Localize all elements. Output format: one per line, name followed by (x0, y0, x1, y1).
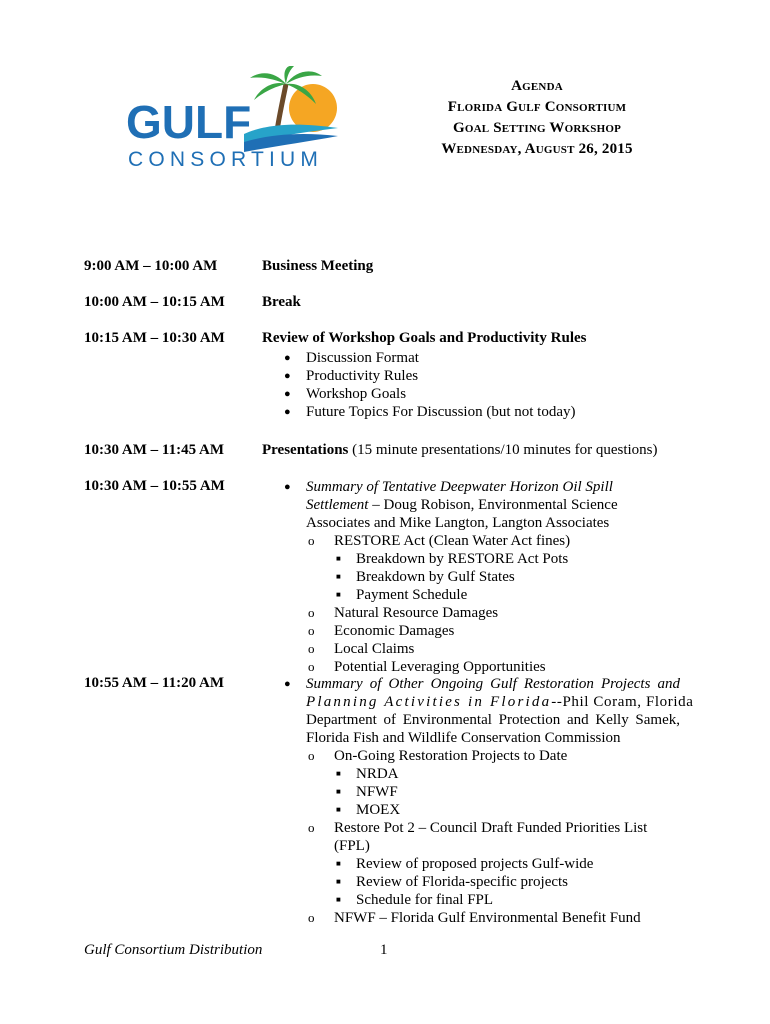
bullet-icon: ● (284, 678, 291, 690)
bullet-icon: ● (284, 388, 291, 400)
circle-bullet-icon: o (308, 910, 315, 925)
session-5-block: ● Summary of Tentative Deepwater Horizon Oil Spill Settlement – Doug Robison, Environmental Science Associates and Mike Langton, Langton Associates o RESTORE Act (Clean Water Act fines) ■ Breakdown by RESTORE Act Pots ■ Breakdown by Gulf States ■ Payment Schedule o Natural Resource Damages o Economic Damages o Local Claims o Potential Leveraging Opportunities (284, 478, 684, 676)
bullet-icon: ● (284, 481, 291, 493)
gulf-consortium-logo (126, 66, 338, 170)
session-items (284, 349, 704, 421)
circle-bullet-icon: o (308, 748, 315, 763)
session-note: (15 minute presentations/10 minutes for questions) (348, 442, 658, 458)
session-time: 10:55 AM – 11:20 AM (84, 675, 224, 691)
circle-bullet-icon: o (308, 533, 315, 548)
bullet-icon: ● (284, 352, 291, 364)
circle-bullet-icon: o (308, 623, 315, 638)
list-item: ● Future Topics For Discussion (but not today) (284, 404, 576, 420)
list-item: o Economic Damages (308, 623, 455, 639)
list-item: ● Productivity Rules (284, 368, 419, 384)
list-item: o RESTORE Act (Clean Water Act fines) (308, 533, 571, 549)
square-bullet-icon: ■ (336, 805, 341, 814)
list-item: ■ Review of proposed projects Gulf-wide (336, 856, 594, 872)
list-item: ■ NFWF (336, 784, 398, 800)
square-bullet-icon: ■ (336, 787, 341, 796)
header-organization: Florida Gulf Consortium (447, 99, 627, 115)
list-item: ■ MOEX (336, 802, 401, 818)
session-time: 10:30 AM – 11:45 AM (84, 442, 224, 458)
bullet-icon: ● (284, 370, 291, 382)
list-item: ● Discussion Format (284, 350, 419, 366)
bullet-icon: ● (284, 406, 291, 418)
list-item: o Local Claims (308, 641, 415, 657)
list-item: o Natural Resource Damages (308, 605, 499, 621)
list-item: o NFWF – Florida Gulf Environmental Benefit Fund (308, 910, 641, 926)
list-item: ■ Payment Schedule (336, 587, 468, 603)
header-agenda: Agenda (511, 78, 563, 94)
logo-word-consortium: CONSORTIUM (128, 148, 324, 170)
agenda-header (412, 76, 662, 160)
list-item: ■ Review of Florida-specific projects (336, 874, 569, 890)
logo-graphic (126, 66, 338, 170)
session-title: Review of Workshop Goals and Productivity Rules (262, 330, 587, 346)
footer-distribution: Gulf Consortium Distribution (84, 942, 263, 958)
header-date: Wednesday, August 26, 2015 (441, 141, 633, 157)
square-bullet-icon: ■ (336, 859, 341, 868)
circle-bullet-icon: o (308, 641, 315, 656)
list-item: ● Workshop Goals (284, 386, 407, 402)
list-item: o On-Going Restoration Projects to Date (308, 748, 568, 764)
list-item: o Restore Pot 2 – Council Draft Funded Priorities List (308, 820, 648, 836)
session-title: Business Meeting (262, 258, 374, 274)
session-title: Break (262, 294, 301, 310)
square-bullet-icon: ■ (336, 590, 341, 599)
logo-word-gulf: GULF (126, 96, 252, 148)
list-item: ● Summary of Other Ongoing Gulf Restoration Projects and (284, 676, 680, 692)
list-item: o Potential Leveraging Opportunities (308, 659, 546, 675)
session-time: 10:15 AM – 10:30 AM (84, 330, 225, 346)
square-bullet-icon: ■ (336, 769, 341, 778)
session-time: 10:00 AM – 10:15 AM (84, 294, 225, 310)
session-time: 10:30 AM – 10:55 AM (84, 478, 225, 494)
square-bullet-icon: ■ (336, 572, 341, 581)
circle-bullet-icon: o (308, 605, 315, 620)
square-bullet-icon: ■ (336, 895, 341, 904)
list-item: ■ Breakdown by Gulf States (336, 569, 515, 585)
session-title: Presentations (15 minute presentations/10 minutes for questions) (262, 442, 658, 458)
circle-bullet-icon: o (308, 659, 315, 674)
session-time: 9:00 AM – 10:00 AM (84, 258, 218, 274)
list-item: ■ Schedule for final FPL (336, 892, 494, 908)
square-bullet-icon: ■ (336, 554, 341, 563)
header-event: Goal Setting Workshop (452, 120, 622, 136)
list-item: ■ Breakdown by RESTORE Act Pots (336, 551, 569, 567)
page-number: 1 (380, 942, 388, 958)
circle-bullet-icon: o (308, 820, 315, 835)
session-6-block: ● Summary of Other Ongoing Gulf Restoration Projects and Planning Activities in Florida --Phil Coram, Florida Department of Environmental Protection and Kelly Samek, Florida Fish and Wildlife Conservation Commission o On-Going Restoration Projects to Date ■ NRDA ■ NFWF ■ MOEX o Restore Pot 2 – Council Draft Funded Priorities List (FPL) ■ Review of proposed projects Gulf-wide ■ Review of Florida-specific projects ■ Schedule for final FPL o NFWF – Florida Gulf Environmental Benefit Fund (284, 676, 694, 926)
list-item: ● Summary of Tentative Deepwater Horizon Oil Spill (284, 479, 613, 495)
square-bullet-icon: ■ (336, 877, 341, 886)
list-item: ■ NRDA (336, 766, 399, 782)
